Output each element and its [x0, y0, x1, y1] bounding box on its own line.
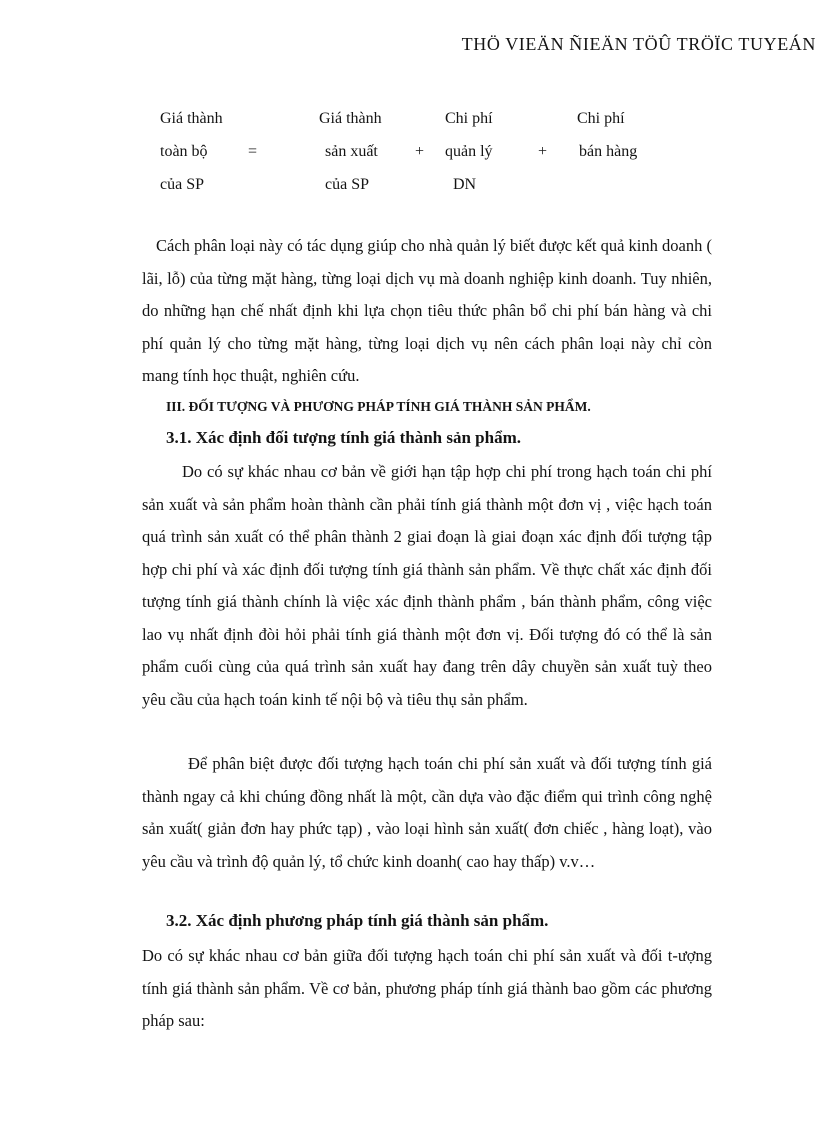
formula-equals-sign: = — [248, 143, 258, 160]
section-heading-iii: III. ĐỐI TƯỢNG VÀ PHƯƠNG PHÁP TÍNH GIÁ THÀNH SẢN PHẨM. — [166, 399, 591, 414]
paragraph-determine-object: Do có sự khác nhau cơ bản về giới hạn tập hợp chi phí trong hạch toán chi phí sản xuất và sản phẩm hoàn thành cần phải tính giá thành một đơn vị , việc hạch toán quá trình sản xuất có thể phân thành 2 giai đoạn là giai đoạn xác định đối tượng tập hợp chi phí và xác định đối tượng tính giá thành sản phẩm. Về thực chất xác định đối tượng tính giá thành chính là việc xác định thành phẩm , bán thành phẩm, công việc lao vụ nhất định đòi hỏi phải tính giá thành một đơn vị. Đối tượng đó có thể là sản phẩm cuối cùng của quá trình sản xuất hay đang trên dây chuyền sản xuất tuỳ theo yêu cầu của hạch toán kinh tế nội bộ và tiêu thụ sản phẩm. — [142, 462, 712, 709]
section-heading-3-1: 3.1. Xác định đối tượng tính giá thành sản phẩm. — [166, 428, 521, 447]
formula-plus-sign-2: + — [538, 143, 548, 160]
paragraph-distinguish-object: Để phân biệt được đối tượng hạch toán chi phí sản xuất và đối tượng tính giá thành ngay cả khi chúng đồng nhất là một, cần dựa vào đặc điểm qui trình công nghệ sản xuất( giản đơn hay phức tạp) , vào loại hình sản xuất( đơn chiếc , hàng loạt), vào yêu cầu và trình độ quản lý, tổ chức kinh doanh( cao hay thấp) v.v… — [142, 754, 712, 871]
formula-term-management-cost-line1: Chi phí — [445, 110, 493, 127]
formula-term-selling-cost-line1: Chi phí — [577, 110, 625, 127]
formula-plus-sign-1: + — [415, 143, 425, 160]
paragraph-methods-intro: Do có sự khác nhau cơ bản giữa đối tượng hạch toán chi phí sản xuất và đối t-ượng tính giá thành sản phẩm. Về cơ bản, phương pháp tính giá thành bao gồm các phương pháp sau: — [142, 946, 712, 1030]
formula-term-selling-cost-line2: bán hàng — [579, 143, 638, 160]
formula-term-total-cost-line2: toàn bộ — [160, 143, 208, 160]
formula-term-total-cost-line3: của SP — [160, 176, 204, 193]
cost-formula — [0, 0, 816, 200]
section-heading-3-2: 3.2. Xác định phương pháp tính giá thành sản phẩm. — [166, 911, 549, 930]
formula-term-production-cost-line3: của SP — [325, 176, 369, 193]
paragraph-classification-effect: Cách phân loại này có tác dụng giúp cho nhà quản lý biết được kết quả kinh doanh ( lãi, lỗ) của từng mặt hàng, từng loại dịch vụ mà doanh nghiệp kinh doanh. Tuy nhiên, do những hạn chế nhất định khi lựa chọn tiêu thức phân bổ chi phí bán hàng và chi phí quản lý cho từng mặt hàng, từng loại dịch vụ nên cách phân loại này chỉ còn mang tính học thuật, nghiên cứu. — [142, 236, 712, 385]
formula-term-management-cost-line3: DN — [453, 176, 477, 193]
formula-term-total-cost-line1: Giá thành — [160, 110, 223, 127]
formula-term-production-cost-line2: sản xuất — [325, 143, 378, 160]
formula-term-management-cost-line2: quản lý — [445, 143, 493, 160]
formula-term-production-cost-line1: Giá thành — [319, 110, 382, 127]
page-header: THÖ VIEÄN ÑIEÄN TÖÛ TRÖÏC TUYEÁN — [461, 34, 816, 54]
